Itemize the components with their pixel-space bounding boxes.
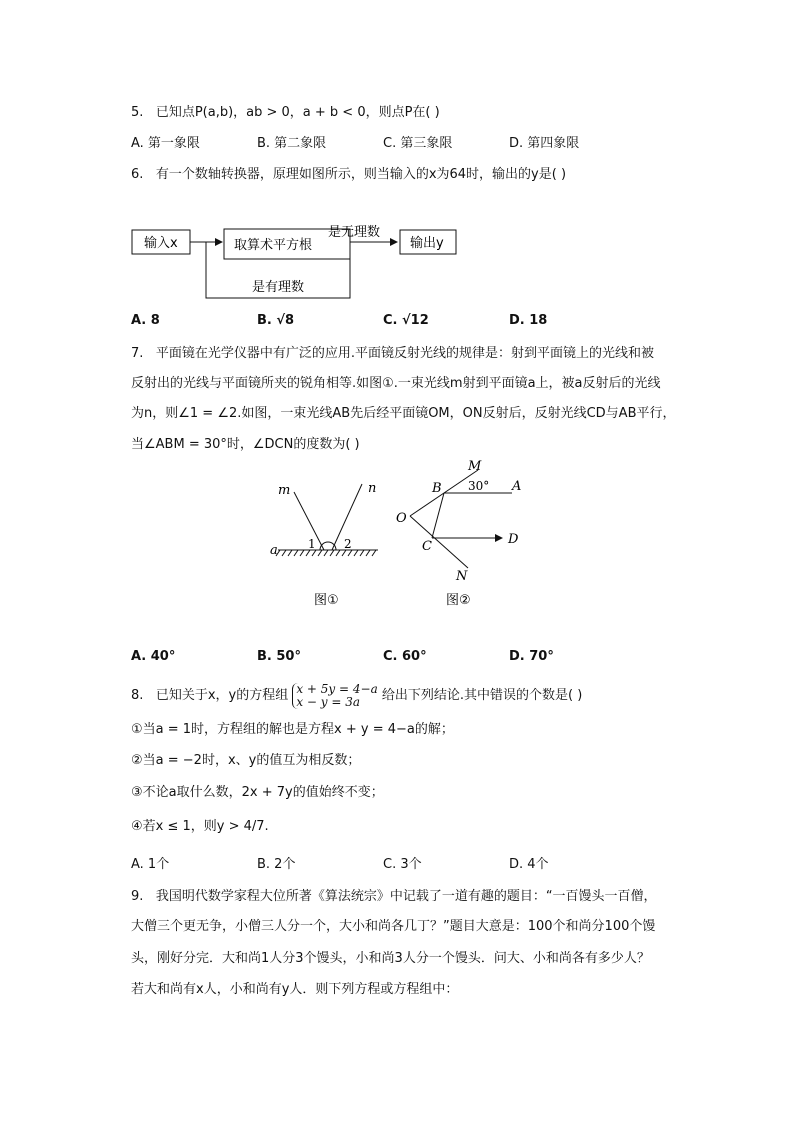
q8-item-4: ④若x ≤ 1，则y > 4/7. [131,819,269,834]
q6-number: 6. [131,167,144,182]
q5-option-b: B. 第二象限 [257,136,327,151]
q8-stem [131,683,582,713]
q5-number: 5. [131,105,144,120]
flow-input-label: 输入x [144,236,178,251]
q6-stem [131,166,566,184]
q7-line-1 [131,345,654,363]
q9-line-2: 大僧三个更无争，小僧三人分一个，大小和尚各几丁？”题目大意是：100个和尚分100个馒 [131,919,656,934]
q8-equation-system [292,683,377,709]
fig1-label-n: n [368,481,377,496]
q6-option-c: C. √12 [383,313,429,328]
fig2-label-M: M [468,459,482,474]
q7-option-a: A. 40° [131,649,176,664]
flow-output-label: 输出y [410,236,444,251]
q9-line-1 [131,888,657,906]
fig1-label-angle2: 2 [344,537,352,551]
q6-option-a: A. 8 [131,313,160,328]
q8-item-2: ②当a = −2时，x、y的值互为相反数； [131,753,361,768]
q7-text-1: 平面镜在光学仪器中有广泛的应用.平面镜反射光线的规律是：射到平面镜上的光线和被 [155,346,654,361]
q7-option-d: D. 70° [509,649,554,664]
q5-option-a: A. 第一象限 [131,136,200,151]
q7-line-2: 反射出的光线与平面镜所夹的锐角相等.如图①.一束光线m射到平面镜a上，被a反射后的光线 [131,376,661,391]
flow-irrational-label: 是无理数 [328,225,381,240]
q6-option-d: D. 18 [509,313,548,328]
fig2-label-D: D [508,532,519,547]
fig2-caption: 图② [446,593,471,608]
q8-option-a: A. 1个 [131,857,170,872]
fig2-label-N: N [456,569,468,584]
q8-stem-post: 给出下列结论.其中错误的个数是( ) [381,688,583,703]
q5-option-d: D. 第四象限 [509,136,580,151]
fig1-label-angle1: 1 [308,537,316,551]
q5-stem [131,104,440,122]
fig2-mirror-on [410,516,468,568]
q9-number: 9. [131,889,144,904]
q9-line-4: 若大和尚有x人，小和尚有y人．则下列方程或方程组中： [131,982,459,997]
q7-figure-1 [266,478,386,608]
fig1-label-a: a [270,543,278,558]
fig1-hatching [276,550,376,556]
q8-option-b: B. 2个 [257,857,296,872]
fig1-caption: 图① [314,593,339,608]
q7-line-3: 为n，则∠1 = ∠2.如图，一束光线AB先后经平面镜OM，ON反射后，反射光线CD与AB平行， [131,406,676,421]
q8-option-d: D. 4个 [509,857,549,872]
q9-line-3: 头，刚好分完．大和尚1人分3个馒头，小和尚3人分一个馒头．问大、小和尚各有多少人？ [131,951,650,966]
q7-line-4: 当∠ABM = 30°时，∠DCN的度数为( ) [131,437,360,452]
q5-stem-text: 已知点P(a,b)，ab > 0，a + b < 0，则点P在( ) [155,105,440,120]
q9-text-1: 我国明代数学家程大位所著《算法统宗》中记载了一道有趣的题目：“一百馒头一百僧， [155,889,657,904]
q5-option-c: C. 第三象限 [383,136,453,151]
q7-option-c: C. 60° [383,649,427,664]
fig2-label-O: O [396,511,407,526]
fig1-label-m: m [278,483,291,498]
q7-option-b: B. 50° [257,649,301,664]
fig2-label-A: A [512,479,522,494]
q8-item-3: ③不论a取什么数，2x + 7y的值始终不变； [131,785,384,800]
q6-stem-text: 有一个数轴转换器，原理如图所示，则当输入的x为64时，输出的y是( ) [155,167,567,182]
q8-item-1: ①当a = 1时，方程组的解也是方程x + y = 4−a的解； [131,722,454,737]
fig2-label-B: B [432,481,442,496]
q8-stem-pre: 已知关于x，y的方程组 [155,688,289,703]
q8-eq1: x + 5y = 4−a [296,682,378,696]
q6-flowchart [128,218,468,308]
fig2-label-30deg: 30° [468,479,490,493]
q6-option-b: B. √8 [257,313,295,328]
q8-number: 8. [131,688,144,703]
q8-option-c: C. 3个 [383,857,422,872]
q7-figure-2 [392,458,532,608]
flow-process-label: 取算术平方根 [234,238,313,253]
q8-eq2: x − y = 3a [296,695,361,709]
q7-number: 7. [131,346,144,361]
fig2-label-C: C [422,539,432,554]
flow-rational-label: 是有理数 [252,280,305,295]
